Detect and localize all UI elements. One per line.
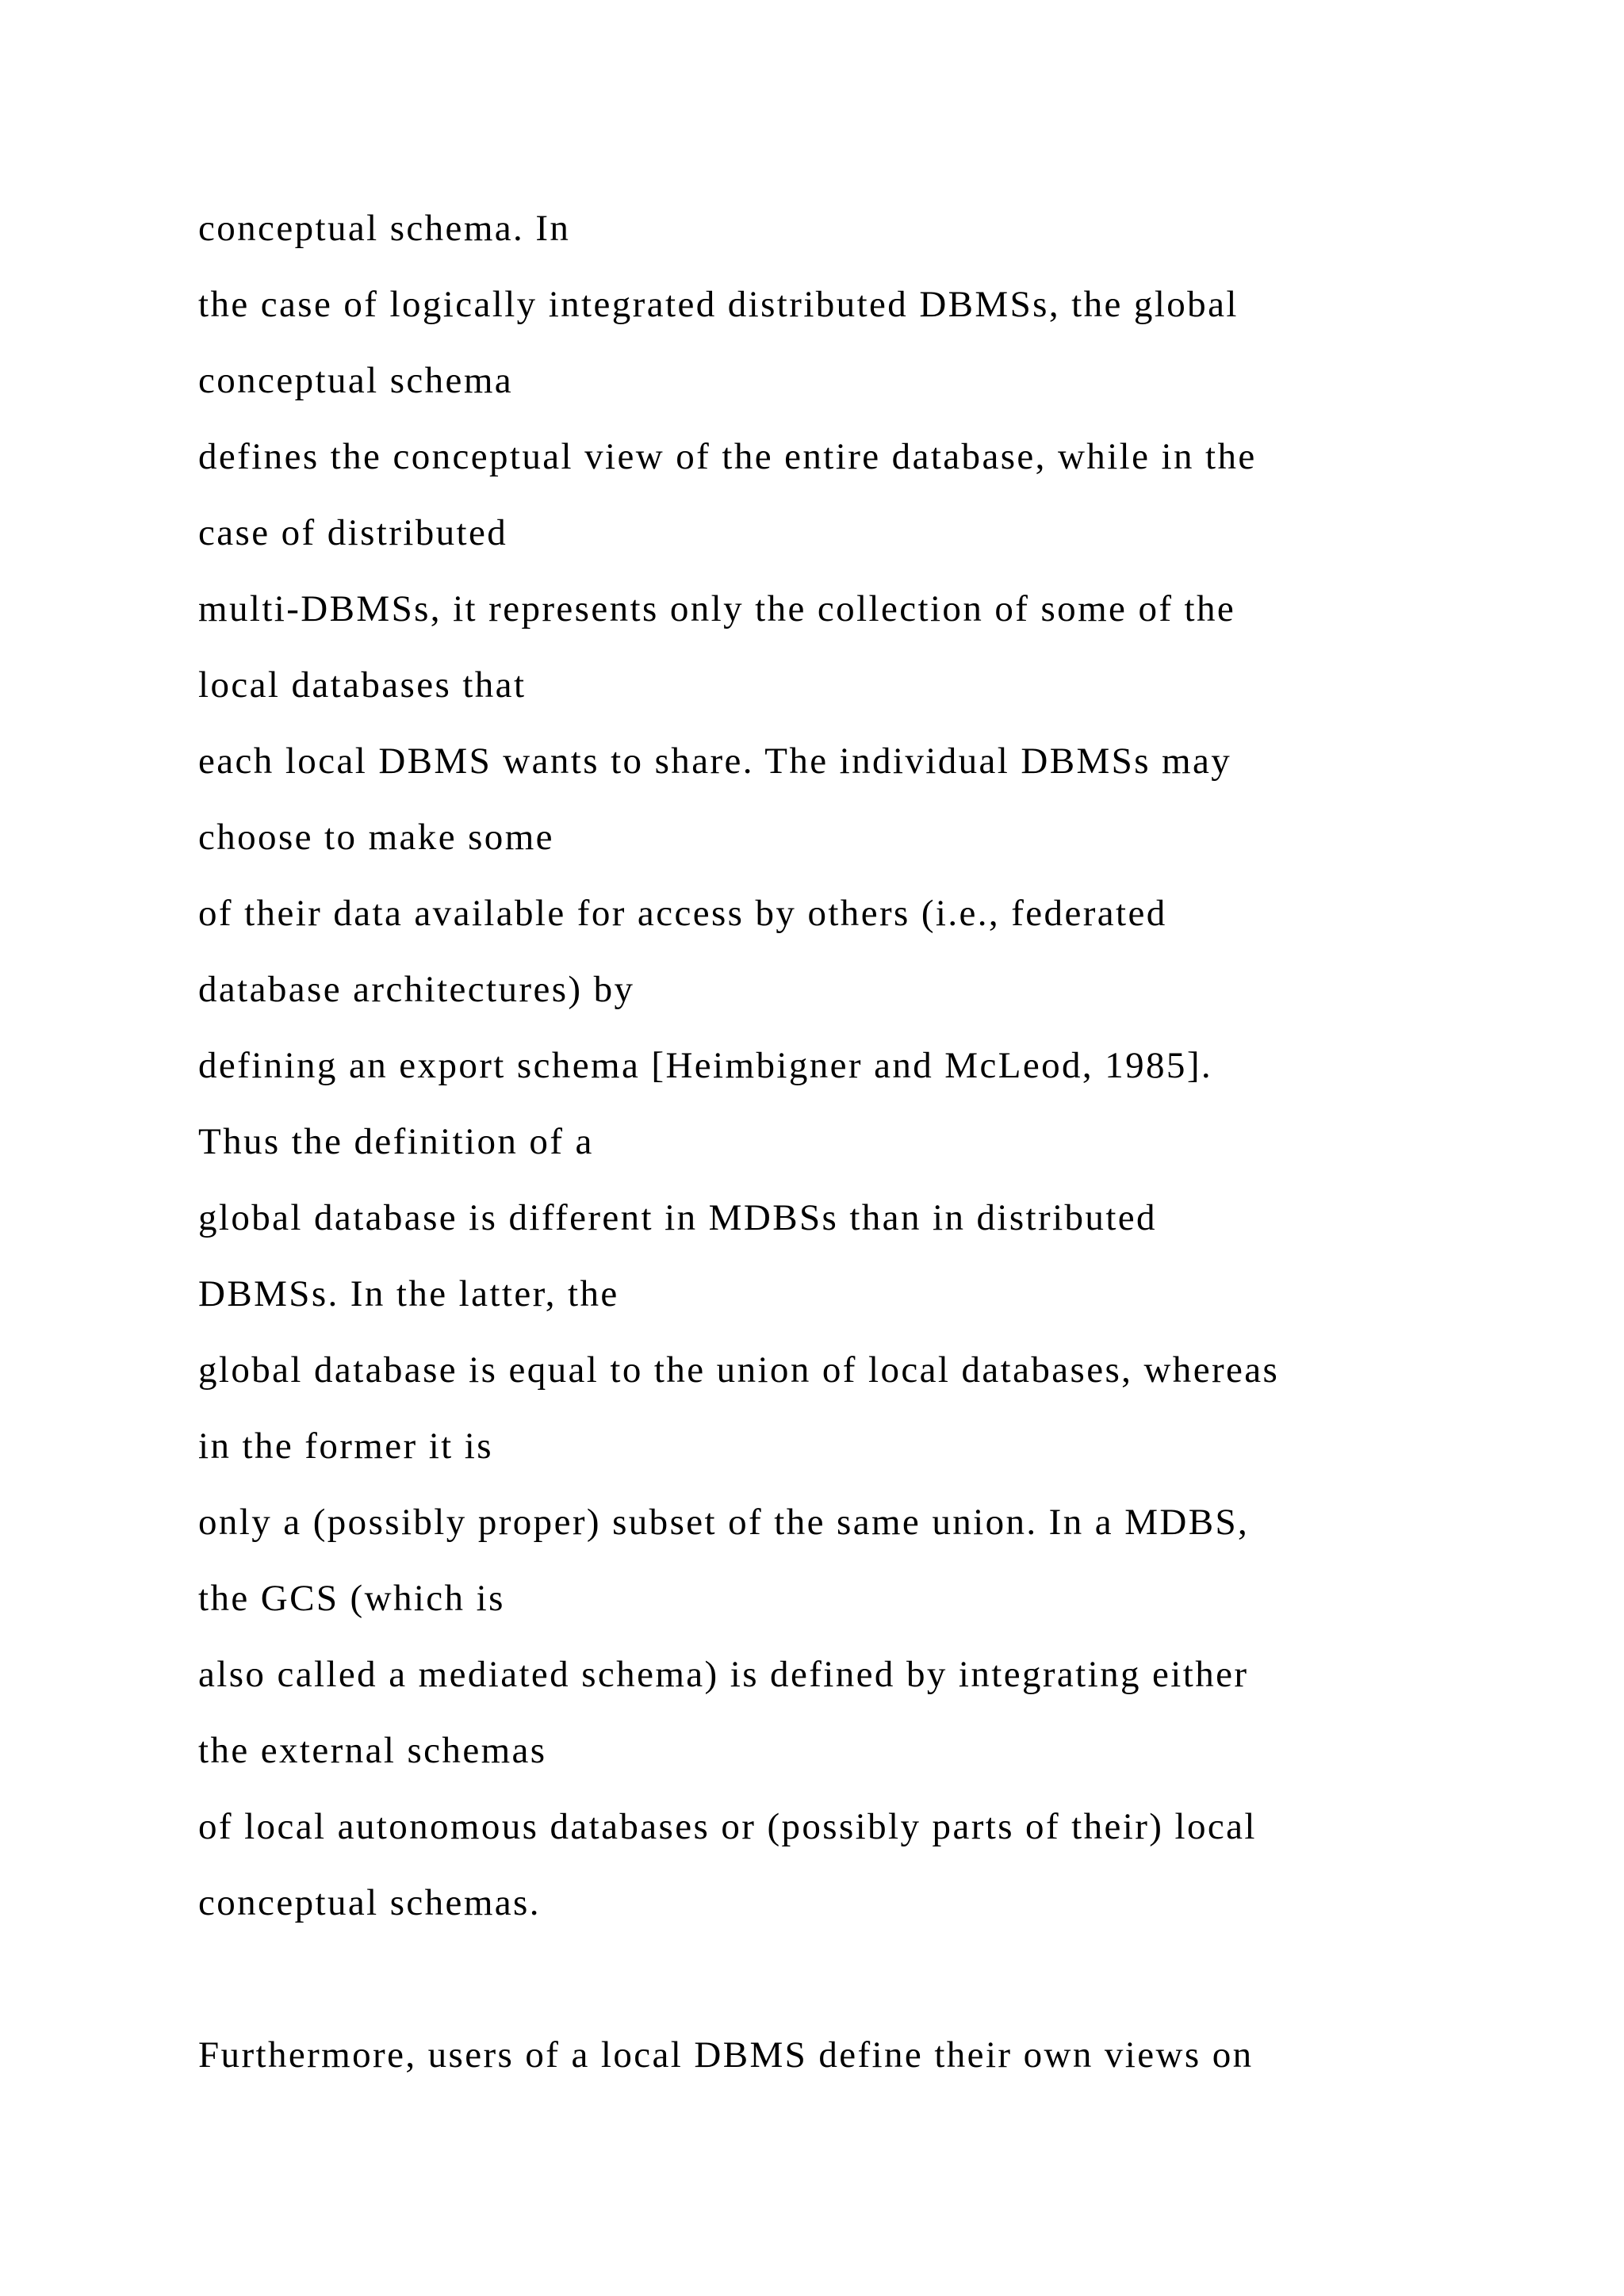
text-line: case of distributed [198,512,508,553]
text-line: choose to make some [198,817,554,858]
paragraph-gap [198,1941,1546,2017]
text-line: in the former it is [198,1425,493,1467]
text-line: conceptual schema [198,360,514,401]
text-line: defines the conceptual view of the entire database, while in the [198,436,1257,477]
text-line: the external schemas [198,1730,547,1771]
body-text [198,190,1546,2093]
text-line: database architectures) by [198,969,635,1010]
text-line: also called a mediated schema) is defined by integrating either [198,1654,1249,1695]
text-line: of local autonomous databases or (possibly parts of their) local [198,1806,1257,1847]
text-line: conceptual schema. In [198,208,571,249]
text-line: of their data available for access by others (i.e., federated [198,893,1167,934]
text-line: the GCS (which is [198,1578,505,1619]
text-line: multi-DBMSs, it represents only the collection of some of the [198,588,1236,629]
text-line: the case of logically integrated distributed DBMSs, the global [198,284,1239,325]
text-line: DBMSs. In the latter, the [198,1273,619,1314]
text-line: each local DBMS wants to share. The individual DBMSs may [198,740,1232,782]
text-line: global database is equal to the union of local databases, whereas [198,1349,1280,1391]
text-line: local databases that [198,664,527,706]
text-line: Thus the definition of a [198,1121,594,1162]
text-line: only a (possibly proper) subset of the same union. In a MDBS, [198,1502,1250,1543]
text-line: conceptual schemas. [198,1882,541,1923]
text-line: defining an export schema [Heimbigner and McLeod, 1985]. [198,1045,1213,1086]
text-line: Furthermore, users of a local DBMS define their own views on [198,2034,1254,2076]
text-line: global database is different in MDBSs than in distributed [198,1197,1157,1238]
